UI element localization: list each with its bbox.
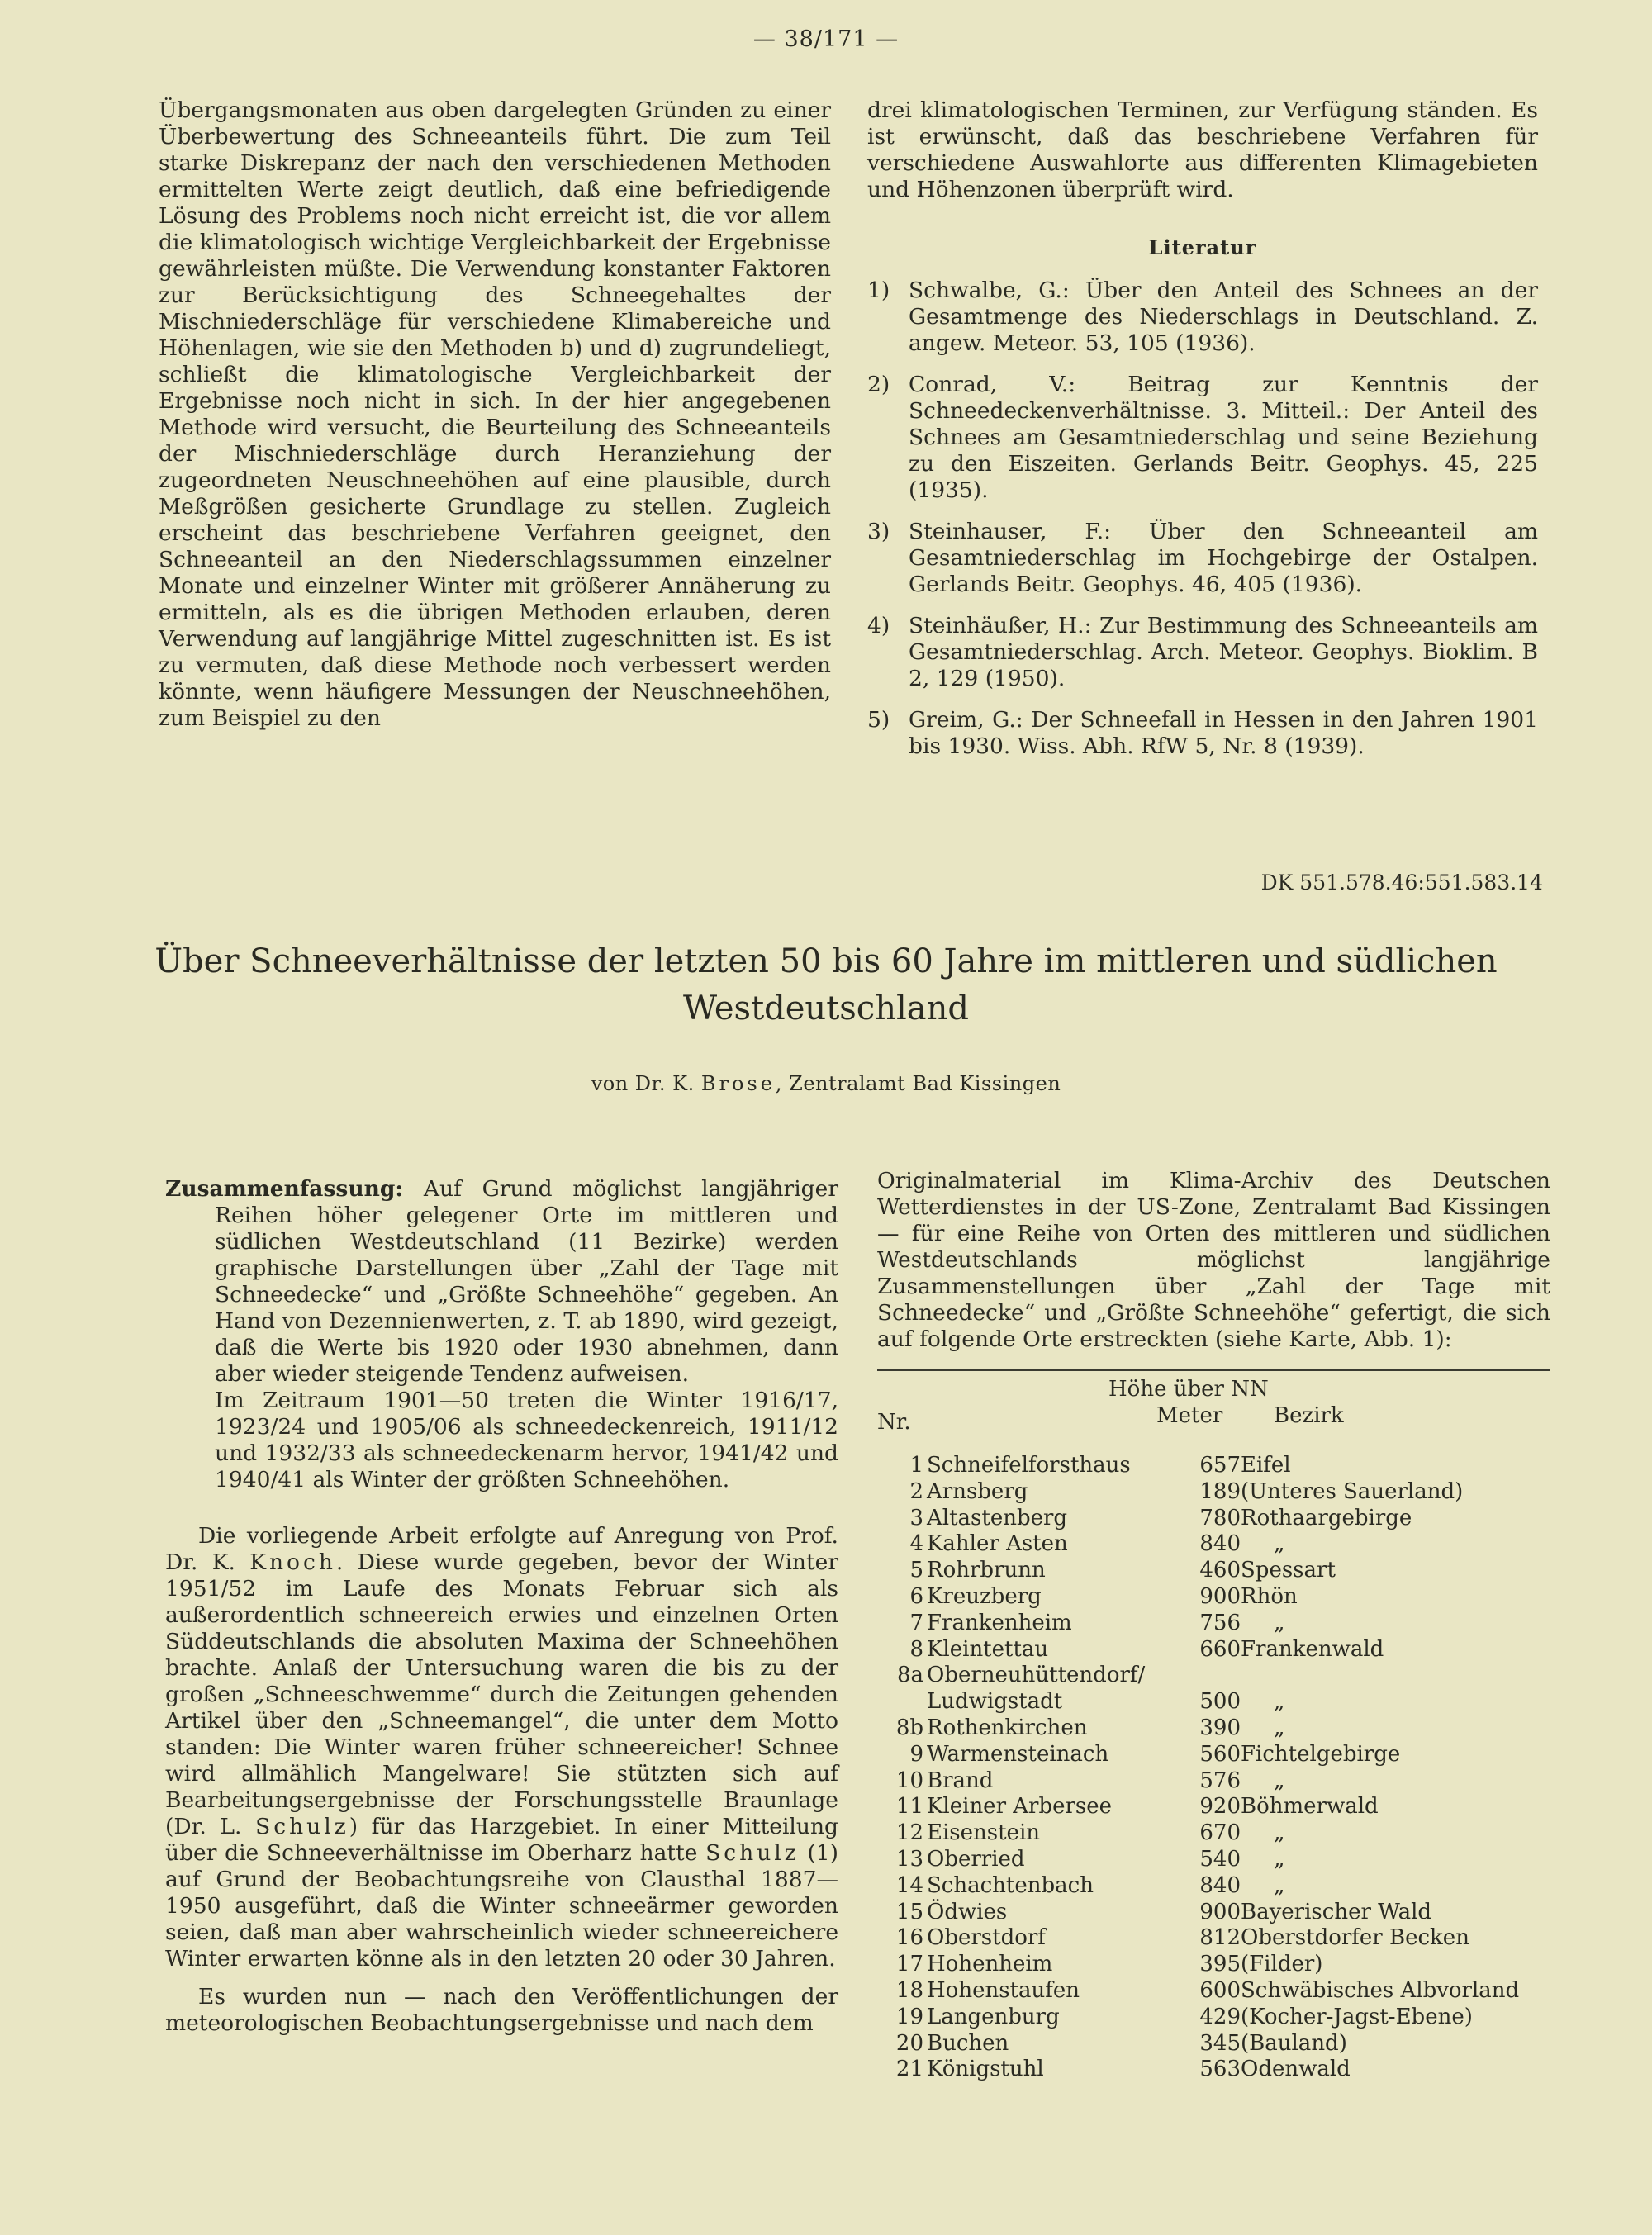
station-district: „ (1274, 1846, 1285, 1872)
body-paragraph-2: Es wurden nun — nach den Veröffentlichungen der meteorologischen Beobachtungsergebnisse und nach dem (165, 1984, 838, 2036)
station-district: Rhön (1241, 1583, 1298, 1609)
station-number: 17 (895, 1952, 923, 1977)
station-district: (Bauland) (1241, 2030, 1347, 2056)
table-row (877, 1741, 1550, 1768)
station-district: „ (1274, 1531, 1285, 1557)
station-number: 2 (909, 1478, 923, 1504)
table-row (877, 1557, 1550, 1583)
station-name: Eisenstein (927, 1820, 1041, 1846)
station-elevation: 900 (1199, 1583, 1241, 1609)
station-name: Hohenheim (927, 1952, 1053, 1977)
article-title-line-2: Westdeutschland (683, 989, 969, 1027)
reference-item (867, 707, 1538, 760)
table-row (877, 1793, 1550, 1820)
reference-number: 5) (867, 707, 890, 733)
station-number: 11 (895, 1794, 923, 1820)
station-district: „ (1274, 1768, 1285, 1793)
abstract-continuation: Im Zeitraum 1901—50 treten die Winter 1916/17, 1923/24 und 1905/06 als schneedeckenreich, 1911/12 und 1932/33 als schneedeckenarm hervor, 1941/42 und 1940/41 als Winter der größten Schneehöhen. (215, 1388, 838, 1492)
station-district: „ (1274, 1820, 1285, 1846)
reference-text: Greim, G.: Der Schneefall in Hessen in den Jahren 1901 bis 1930. Wiss. Abh. RfW 5, Nr. 8 (1939). (909, 707, 1538, 759)
article-left-column (165, 1176, 838, 2037)
table-row (877, 1872, 1550, 1899)
station-elevation: 900 (1199, 1899, 1241, 1924)
reference-text: Steinhäußer, H.: Zur Bestimmung des Schneeanteils am Gesamtniederschlag. Arch. Meteor. Geophys. Bioklim. B 2, 129 (1950). (909, 613, 1538, 691)
station-number: 13 (895, 1846, 923, 1872)
station-name: Hohenstaufen (927, 1977, 1080, 2003)
station-district: Bayerischer Wald (1241, 1899, 1432, 1924)
station-elevation: 189 (1199, 1478, 1241, 1504)
station-name: Schneifelforsthaus (927, 1453, 1131, 1478)
station-district: „ (1274, 1715, 1285, 1740)
previous-article-conclusion: drei klimatologischen Terminen, zur Verfügung ständen. Es ist erwünscht, daß das beschriebene Verfahren für verschiedene Auswahlorte aus differenten Klimagebieten und Höhenzonen überprüft wird. (867, 97, 1538, 202)
station-elevation: 840 (1199, 1872, 1241, 1898)
reference-item (867, 613, 1538, 692)
article-author (0, 1072, 1652, 1095)
station-elevation: 657 (1199, 1453, 1241, 1478)
station-number: 19 (895, 2004, 923, 2029)
table-row (877, 1899, 1550, 1925)
station-name: Oberstdorf (927, 1925, 1046, 1951)
station-elevation: 756 (1199, 1610, 1241, 1635)
article-title-line-1: Über Schneeverhältnisse der letzten 50 bis 60 Jahre im mittleren und südlichen (154, 942, 1498, 980)
name-schulz: Schulz (255, 1814, 349, 1839)
body-text: Die vorliegende Arbeit erfolgte auf Anregung von Prof. Dr. K. (165, 1523, 838, 1575)
abstract-text: Auf Grund möglichst langjähriger Reihen höher gelegener Orte im mittleren und südlichen Westdeutschland (11 Bezirke) werden graphische Darstellungen über „Zahl der Tage mit Schneedecke“ und „Größte Schneehöhe“ gegeben. An Hand von Dezennienwerten, z. T. ab 1890, wird gezeigt, daß die Werte bis 1920 oder 1930 abnehmen, dann aber wieder steigende Tendenz aufweisen. (215, 1176, 838, 1387)
table-row (877, 1610, 1550, 1636)
author-name: Brose (700, 1072, 776, 1095)
station-number: 5 (909, 1558, 923, 1583)
station-number: 6 (909, 1583, 923, 1609)
station-district: (Filder) (1241, 1952, 1323, 1977)
station-elevation: 840 (1199, 1531, 1241, 1557)
table-row (877, 1452, 1550, 1478)
reference-item (867, 372, 1538, 504)
station-elevation: 540 (1199, 1846, 1241, 1872)
station-district: Spessart (1241, 1558, 1336, 1583)
previous-article-left-column (159, 97, 831, 732)
table-row (877, 1530, 1550, 1557)
reference-item (867, 519, 1538, 598)
station-name: Kleintettau (927, 1636, 1049, 1662)
station-elevation: 563 (1199, 2057, 1241, 2082)
station-elevation: 660 (1199, 1636, 1241, 1662)
station-name: Altastenberg (927, 1505, 1068, 1530)
station-number: 3 (909, 1505, 923, 1530)
reference-text: Conrad, V.: Beitrag zur Kenntnis der Schneedeckenverhältnisse. 3. Mitteil.: Der Anteil des Schnees am Gesamtniederschlag und seine Beziehung zu den Eiszeiten. Gerlands Beitr. Geophys. 45, 225 (1935). (909, 372, 1538, 503)
station-name: Arnsberg (927, 1478, 1028, 1504)
station-district: Fichtelgebirge (1241, 1741, 1401, 1767)
body-paragraph-1 (165, 1523, 838, 1972)
name-schulz: Schulz (705, 1840, 800, 1866)
station-number: 1 (909, 1453, 923, 1478)
station-district: Odenwald (1241, 2057, 1351, 2082)
station-number: 21 (895, 2057, 923, 2082)
station-elevation: 576 (1199, 1768, 1241, 1793)
body-paragraph-right: Originalmaterial im Klima-Archiv des Deutschen Wetterdienstes in der US-Zone, Zentralamt Bad Kissingen — für eine Reihe von Orten des mittleren und südlichen Westdeutschlands möglichst langjährige Zusammenstellungen über „Zahl der Tage mit Schneedecke“ und „Größte Schneehöhe“ gefertigt, die sich auf folgende Orte erstreckten (siehe Karte, Abb. 1): (877, 1168, 1550, 1352)
station-number: 15 (895, 1899, 923, 1924)
station-district: Rothaargebirge (1241, 1505, 1412, 1530)
station-name: Warmensteinach (927, 1741, 1109, 1767)
station-number: 20 (895, 2030, 923, 2056)
station-number: 18 (895, 1977, 923, 2003)
station-table-header (877, 1376, 1550, 1442)
author-prefix: von Dr. K. (591, 1072, 701, 1095)
station-number: 12 (895, 1820, 923, 1846)
station-number: 4 (909, 1531, 923, 1557)
station-elevation: 600 (1199, 1977, 1241, 2003)
reference-text: Schwalbe, G.: Über den Anteil des Schnees an der Gesamtmenge des Niederschlags in Deutschland. Z. angew. Meteor. 53, 105 (1936). (909, 278, 1538, 356)
table-row (877, 1662, 1550, 1688)
abstract (165, 1176, 838, 1388)
station-name: Schachtenbach (927, 1872, 1094, 1898)
station-district: Oberstdorfer Becken (1241, 1925, 1469, 1951)
station-district: (Kocher-Jagst-Ebene) (1241, 2004, 1473, 2029)
body-text: (1) auf Grund der Beobachtungsreihe von Clausthal 1887—1950 ausgeführt, daß die Winter schneeärmer geworden seien, daß man aber wahrscheinlich wieder schneereichere Winter erwarten könne als in den letzten 20 oder 30 Jahren. (165, 1840, 838, 1972)
station-number: 14 (895, 1872, 923, 1898)
station-elevation: 395 (1199, 1952, 1241, 1977)
station-name: Ludwigstadt (927, 1689, 1063, 1715)
table-row (877, 1636, 1550, 1663)
station-district: Eifel (1241, 1453, 1291, 1478)
table-row (877, 1715, 1550, 1741)
table-row (877, 1768, 1550, 1794)
table-row (877, 2056, 1550, 2082)
literature-heading: Literatur (1148, 235, 1257, 259)
station-name: Königstuhl (927, 2057, 1044, 2082)
station-number: 8b (895, 1715, 923, 1740)
abstract-label: Zusammenfassung: (165, 1176, 404, 1202)
station-name: Kreuzberg (927, 1583, 1042, 1609)
reference-list (867, 278, 1538, 760)
station-elevation: 429 (1199, 2004, 1241, 2029)
station-name: Langenburg (927, 2004, 1060, 2029)
table-row (877, 2004, 1550, 2030)
reference-number: 2) (867, 372, 890, 397)
table-row (877, 1820, 1550, 1846)
table-row (877, 1583, 1550, 1610)
station-elevation: 460 (1199, 1558, 1241, 1583)
station-elevation: 390 (1199, 1715, 1241, 1740)
station-district: „ (1274, 1610, 1285, 1635)
station-elevation: 560 (1199, 1741, 1241, 1767)
station-elevation: 500 (1199, 1689, 1241, 1715)
article-right-column (877, 1168, 1550, 2082)
station-name: Brand (927, 1768, 994, 1793)
station-district: „ (1274, 1689, 1285, 1715)
table-row (877, 1846, 1550, 1872)
header-hoehe: Höhe über NN (1108, 1377, 1269, 1402)
previous-article-right-column (867, 97, 1538, 775)
body-text: ) für das Harzgebiet. In einer Mitteilung über die Schneeverhältnisse im Oberharz hatte (165, 1814, 838, 1866)
table-row (877, 1505, 1550, 1531)
header-bezirk: Bezirk (1274, 1403, 1344, 1428)
reference-number: 4) (867, 613, 890, 638)
reference-number: 1) (867, 278, 890, 303)
station-district: Frankenwald (1241, 1636, 1384, 1662)
station-elevation: 670 (1199, 1820, 1241, 1846)
station-number: 8 (909, 1636, 923, 1662)
author-affiliation: , Zentralamt Bad Kissingen (775, 1072, 1061, 1095)
station-elevation: 812 (1199, 1925, 1241, 1951)
station-elevation: 780 (1199, 1505, 1241, 1530)
dk-classification: DK 551.578.46:551.583.14 (1260, 871, 1543, 894)
station-elevation: 920 (1199, 1794, 1241, 1820)
station-name: Kleiner Arbersee (927, 1794, 1113, 1820)
station-number: 7 (909, 1610, 923, 1635)
body-text: . Diese wurde gegeben, bevor der Winter 1951/52 im Laufe des Monats Februar sich als außerordentlich schneereich erwies und einzelnen Orten Süddeutschlands die absoluten Maxima der Schneehöhen brachte. Anlaß der Untersuchung waren die bis zu der großen „Schneeschwemme“ durch die Zeitungen gehenden Artikel über den „Schneemangel“, die unter dem Motto standen: Die Winter waren früher schneereicher! Schnee wird allmählich Mangelware! Sie stützten sich auf Bearbeitungsergebnisse der Forschungsstelle Braunlage (Dr. L. (165, 1549, 838, 1839)
station-name: Kahler Asten (927, 1531, 1068, 1557)
table-top-rule (877, 1369, 1550, 1371)
station-name: Rohrbrunn (927, 1558, 1046, 1583)
station-name: Rothenkirchen (927, 1715, 1088, 1740)
station-number: 9 (909, 1741, 923, 1767)
station-elevation: 345 (1199, 2030, 1241, 2056)
table-row (877, 1688, 1550, 1715)
article-title (124, 938, 1528, 1032)
station-number: 8a (896, 1663, 923, 1688)
station-district: „ (1274, 1872, 1285, 1898)
table-row (877, 1478, 1550, 1505)
table-row (877, 1924, 1550, 1951)
name-knoch: Knoch (249, 1549, 336, 1575)
table-row (877, 1951, 1550, 1977)
station-number: 16 (895, 1925, 923, 1951)
station-district: Schwäbisches Albvorland (1241, 1977, 1520, 2003)
header-meter: Meter (1156, 1403, 1223, 1428)
station-name: Buchen (927, 2030, 1009, 2056)
station-number: 10 (895, 1768, 923, 1793)
station-name: Oberried (927, 1846, 1025, 1872)
reference-item (867, 278, 1538, 357)
previous-article-paragraph: Übergangsmonaten aus oben dargelegten Gründen zu einer Überbewertung des Schneeanteils führt. Die zum Teil starke Diskrepanz der nach den verschiedenen Methoden ermittelten Werte zeigt deutlich, daß eine befriedigende Lösung des Problems noch nicht erreicht ist, die vor allem die klimatologisch wichtige Vergleichbarkeit der Ergebnisse gewährleisten müßte. Die Verwendung konstanter Faktoren zur Berücksichtigung des Schneegehaltes der Mischniederschläge für verschiedene Klimabereiche und Höhenlagen, wie sie den Methoden b) und d) zugrundeliegt, schließt die klimatologische Vergleichbarkeit der Ergebnisse noch nicht in sich. In der hier angegebenen Methode wird versucht, die Beurteilung des Schneeanteils der Mischniederschläge durch Heranziehung der zugeordneten Neuschneehöhen auf eine plausible, durch Meßgrößen gesicherte Grundlage zu stellen. Zugleich erscheint das beschriebene Verfahren geeignet, den Schneeanteil an den Niederschlagssummen einzelner Monate und einzelner Winter mit größerer Annäherung zu ermitteln, als es die übrigen Methoden erlauben, deren Verwendung auf langjährige Mittel zugeschnitten ist. Es ist zu vermuten, daß diese Methode noch verbessert werden könnte, wenn häufigere Messungen der Neuschneehöhen, zum Beispiel zu den (159, 97, 831, 731)
header-nr: Nr. (877, 1410, 911, 1435)
page-number: — 38/171 — (752, 26, 900, 52)
reference-number: 3) (867, 519, 890, 544)
station-district: Böhmerwald (1241, 1794, 1379, 1820)
station-table-body (877, 1452, 1550, 2082)
station-name: Frankenheim (927, 1610, 1072, 1635)
station-district: (Unteres Sauerland) (1241, 1478, 1464, 1504)
station-name: Oberneuhüttendorf/ (927, 1663, 1146, 1688)
table-row (877, 2030, 1550, 2057)
table-row (877, 1977, 1550, 2004)
station-name: Ödwies (927, 1899, 1008, 1924)
reference-text: Steinhauser, F.: Über den Schneeanteil am Gesamtniederschlag im Hochgebirge der Ostalpen. Gerlands Beitr. Geophys. 46, 405 (1936). (909, 519, 1538, 597)
